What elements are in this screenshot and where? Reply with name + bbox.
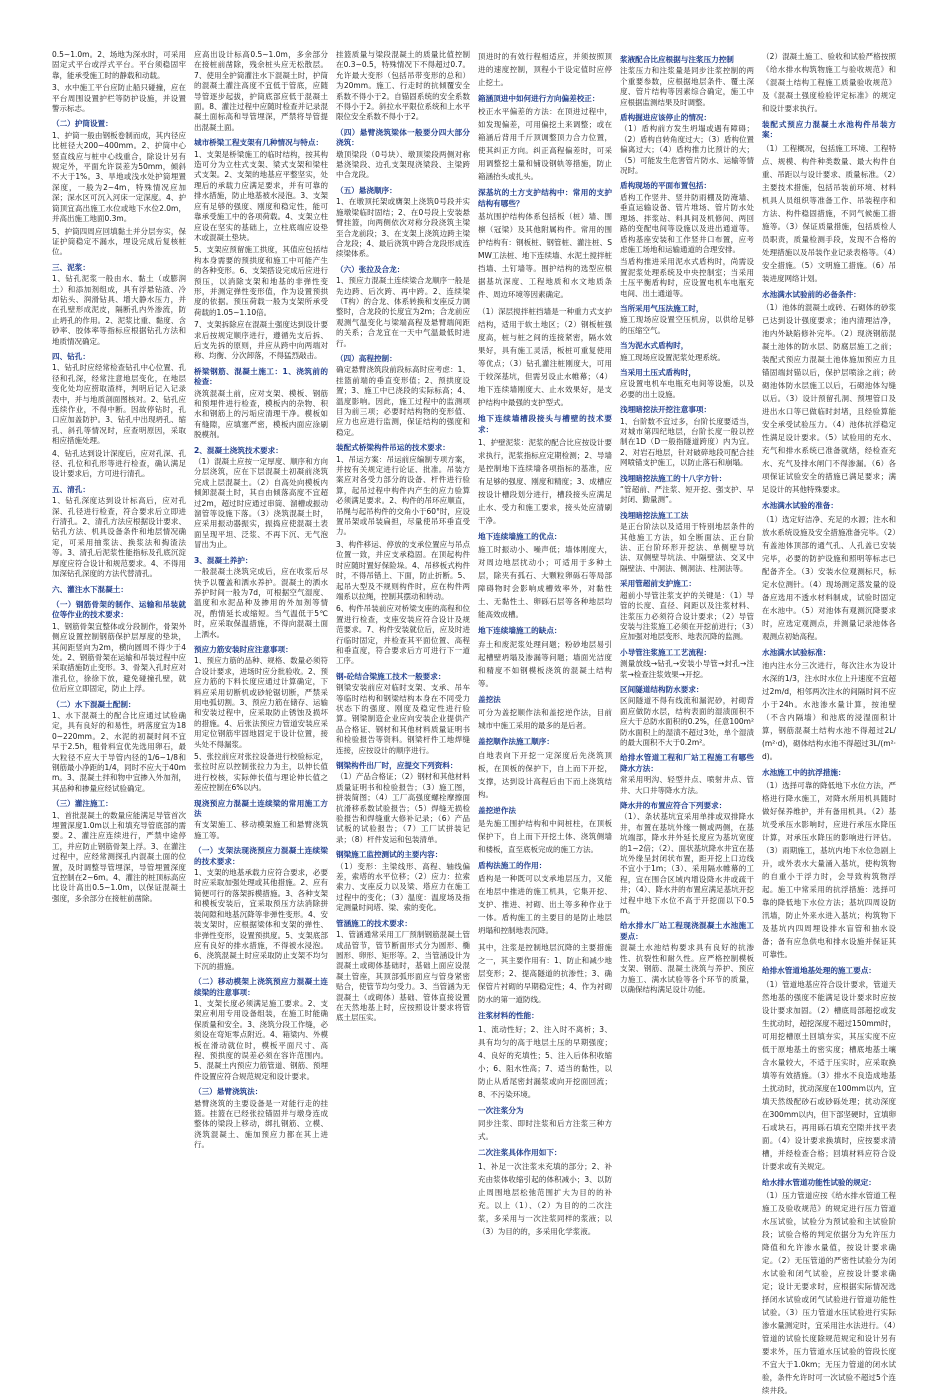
section-heading: 浅埋暗挖法开挖注意事项： bbox=[620, 405, 712, 415]
paragraph: 混凝土水池结构要求具有良好的抗渗性、抗裂性和耐久性。应严格控制模板支架、钢筋、混凝土浇筑与养护、预应力施工、满水试验等各个环节的质量，以确保结构满足设计功能。 bbox=[620, 943, 754, 994]
paragraph: 1、支架的地基承载力应符合要求，必要时应采取加强处理或其他措施。2、应有简便可行的落架拆模措施。3、各种支架和模板安装后，宜采取预压方法消除拼装间隙和地基沉降等非弹性变形。4、安装支架时，应根据梁体和支架的弹性、非弹性变形，设置预拱度。5、支架底部应有良好的排水措施，不得被水浸泡。6、浇筑混凝土时应采取防止支架不均匀下沉的措施。 bbox=[194, 868, 328, 971]
section-heading: 箱涵顶进中如何进行方向偏差校正： bbox=[478, 94, 600, 103]
section-heading: 地下连续墙槽段接头与槽壁的技术要求： bbox=[478, 414, 612, 434]
section-heading: （五）悬浇顺序： bbox=[336, 185, 397, 195]
paragraph: 3、水中施工平台应防止船只碰撞，应在平台周围设置护栏等防护设施，并设置警示标志。 bbox=[52, 83, 186, 114]
paragraph: 超前小导管注浆支护的关键是：（1）导管的长度、直径、间距以及注浆材料、注浆压力必须符合设计要求；（2）导管安装与注浆施工必须在开挖前进行；（3）应加强对地层变形、地表沉降的监测。 bbox=[620, 590, 754, 642]
section-heading: （一）支架法现浇预应力混凝土连续梁的技术要求： bbox=[194, 846, 328, 866]
paragraph: 5、护筒四周应回填黏土并分层夯实，保证护筒稳定不漏水，埋设完成后复核桩位。 bbox=[52, 226, 186, 257]
paragraph: 施工现场应设置泥浆处理系统。 bbox=[620, 352, 725, 362]
section-heading: 盖挖顺作法施工顺序： bbox=[478, 737, 554, 747]
paragraph: （2）混凝土施工、验收和试验严格按照《给水排水构筑物施工与验收规范》和《混凝土结构工程施工质量验收规范》及《混凝土强度检验评定标准》的规定和设计要求执行。 bbox=[762, 52, 896, 113]
text-column-4 bbox=[478, 50, 612, 1305]
paragraph: 浇筑混凝土前，应对支架、模板、钢筋和预埋件进行检查，模板内的杂物、积水和钢筋上的污垢应清理干净。模板如有缝隙，应填塞严密，模板内面应涂刷脱模剂。 bbox=[194, 388, 328, 440]
paragraph: （1）选择可靠的降低地下水位方法，严格进行降水施工，对降水所用机具随时做好保养维护，并有备用机具。（2）基坑受承压水影响时，应进行承压水降压计算，对承压水降压的影响进行评估。（3）雨期施工，基坑内地下水位急剧上升，或外表水大量涌入基坑，使构筑物的自重小于浮力时，会导致构筑物浮起。施工中常采用的抗浮措施：选择可靠的降低地下水位方法；基坑四周设防汛墙，防止外来水进入基坑；构筑物下及基坑内四周埋设排水盲管和抽水设备；备有应急供电和排水设施并保证其可靠性。 bbox=[762, 781, 896, 960]
section-heading: 浅埋暗挖法施工的十八字方针： bbox=[620, 473, 727, 483]
paragraph: 注浆压力和注浆量是同步注浆控制的两个重要参数，应根据地层条件、覆土深度、管片结构等因素综合确定，施工中应根据监测结果及时调整。 bbox=[620, 66, 754, 107]
section-heading: 区间隧道结构防水要求： bbox=[620, 684, 704, 694]
paragraph: 5、支架应预留施工拱度，其值应包括结构本身需要的预拱度和施工中可能产生的各种变形。6、支架搭设完成后应进行预压，以消除支架和地基的非弹性变形，并测定弹性变形值，作为设置预拱度的依据。预压荷载一般为支架所承受荷载的1.05~1.10倍。 bbox=[194, 245, 328, 317]
paragraph: 顶进时的有效行程相适应，并须按照顶进的速度控制，顶程小于设定值时应停止挖土。 bbox=[478, 52, 612, 87]
text-column-1 bbox=[52, 50, 186, 1305]
section-heading: 盾构掘进应该停止的情况： bbox=[620, 113, 712, 123]
paragraph: 悬臂浇筑的主要设备是一对能行走的挂篮。挂篮在已经张拉锚固并与墩身连成整体的梁段上移动，绑扎钢筋、立模、浇筑混凝土、施加预应力都在其上进行。 bbox=[194, 1098, 328, 1150]
paragraph: 5、张拉前应对张拉设备进行校验标定，张拉时应以控制张拉力为主，以伸长值进行校核，实际伸长值与理论伸长值之差应控制在6%以内。 bbox=[194, 752, 328, 793]
section-heading: 一次注浆分为 bbox=[478, 1105, 524, 1115]
section-heading: （三）灌注施工： bbox=[52, 799, 113, 809]
paragraph: 0.5~1.0m。2、场地为深水时，可采用固定式平台或浮式平台。平台须稳固牢靠，能承受施工时的静载和动载。 bbox=[52, 50, 186, 80]
section-heading: 管涵施工的技术要求： bbox=[336, 918, 412, 928]
paragraph: 1、台阶数不宜过多，台阶长度要适当，对城市第四纪地层，台阶长度一般以控制在1D（D一般指隧道跨度）内为宜。2、对岩石地层，针对破碎地段可配合挂网喷锚支护施工，以防止落石和崩塌。 bbox=[620, 416, 754, 468]
paragraph: 1、水下混凝土的配合比应通过试验确定，具有良好的和易性，坍落度宜为180~220mm。2、水泥的初凝时间不宜早于2.5h，粗骨料宜优先选用卵石，最大粒径不应大于导管内径的1/6~1/8和钢筋最小净距的1/4，同时不应大于40mm。3、混凝土拌和物中宜掺入外加剂，其品种和掺量应经试验确定。 bbox=[52, 710, 186, 793]
section-heading: 当为泥水式盾构时， bbox=[620, 341, 689, 351]
section-heading: 盖挖逆作法 bbox=[478, 805, 516, 815]
section-heading: 深基坑的土方支护结构中：常用的支护结构有哪些？ bbox=[478, 188, 612, 208]
paragraph: 1、钻孔深度达到设计标高后，应对孔深、孔径进行检查，符合要求后立即进行清孔。2、清孔方法应根据设计要求、钻孔方法、机具设备条件和地层情况确定，可采用抽浆法、换浆法和掏渣法等。3、清孔后泥浆性能指标及孔底沉淀厚度应符合设计和规范要求。4、不得用加深钻孔深度的方法代替清孔。 bbox=[52, 496, 186, 579]
paragraph: 应设置电机车电瓶充电间等设施，以及必要的出土设施。 bbox=[620, 379, 754, 399]
section-heading: 装配式桥梁构件吊运的技术要求： bbox=[336, 443, 450, 453]
section-heading: 盾构现场的平面布置包括： bbox=[620, 181, 712, 191]
paragraph: 基坑围护结构体系包括板（桩）墙、围檩（冠梁）及其他附属构件。常用的围护结构有：钢板桩、钢管桩、灌注桩、SMW工法桩、地下连续墙、水泥土搅拌桩挡墙、土钉墙等。围护结构的选型应根据基坑深度、工程地质和水文地质条件、周边环境等因素确定。 bbox=[478, 212, 612, 300]
text-column-6 bbox=[762, 50, 896, 1396]
section-heading: 钢梁施工监控测试的主要内容： bbox=[336, 850, 443, 860]
paragraph: 盾构工作竖井、竖井防雨棚及防淹墙、垂直运输设备、管片堆场、管片防水处理场、拌浆站、料具间及机修间、两回路的变配电间等设施以及进出通道等。盾构基座安装和工作竖井口布置，应考虑施工场地和运输通道的合理安排。 bbox=[620, 192, 754, 254]
section-heading: 给排水管道工程和厂站工程施工有哪些降水方法： bbox=[620, 753, 754, 773]
section-heading: 水池施工中的抗浮措施： bbox=[762, 768, 846, 778]
paragraph: 确定悬臂浇筑段前段标高时应考虑：1、挂篮前端的垂直变形值；2、预拱度设置；3、施工中已浇段的实际标高；4、温度影响。因此，施工过程中的监测项目为前三项；必要时结构物的变形值、应力也应进行监测，保证结构的强度和稳定。 bbox=[336, 365, 470, 437]
section-heading: 二次注浆具体作用如下： bbox=[478, 1148, 562, 1158]
section-heading: 六、灌注水下混凝土： bbox=[52, 584, 128, 594]
section-heading: （三）悬臂浇筑法： bbox=[194, 1087, 263, 1097]
paragraph: 1、钻孔泥浆一般由水、黏土（或膨润土）和添加剂组成，具有浮悬钻渣、冷却钻头、润滑钻具、增大静水压力，并在孔壁形成泥皮，隔断孔内外渗流，防止坍孔的作用。2、泥浆比重、黏度、含砂率、胶体率等指标应根据钻孔方法和地质情况确定。 bbox=[52, 274, 186, 346]
section-heading: 地下连续墙施工的优点： bbox=[478, 532, 562, 542]
section-heading: 给水排水管道功能性试验的规定： bbox=[762, 1177, 876, 1187]
paragraph: 1、管涵通常采用工厂预制钢筋混凝土管成品管节，管节断面形式分为圆形、椭圆形、卵形、矩形等。2、当管涵设计为混凝土或砌体基础时，基础上面应设混凝土管座，其顶部弧形面应与管身紧密贴合，使管节均匀受力。3、当管涵为无混凝土（或砌体）基础、管体直接设置在天然地基上时，应按照设计要求将管底土层压实。 bbox=[336, 930, 470, 1023]
paragraph: 7、支架拆除应在混凝土强度达到设计要求后按规定顺序进行，遵循先支后拆、后支先拆的原则，并应从跨中向两端对称、均衡、分次卸落，不得猛烈敲击。 bbox=[194, 320, 328, 361]
paragraph: （1）深层搅拌桩挡墙是一种重力式支护结构，适用于软土地区；（2）钢板桩强度高，桩与桩之间的连接紧密，隔水效果好，具有施工灵活，板桩可重复使用等优点；（3）钻孔灌注桩刚度大，可用于较深基坑，但需另设止水帷幕；（4）地下连续墙刚度大、止水效果好，是支护结构中最强的支护型式。 bbox=[478, 307, 612, 408]
paragraph: 当盾构推进采用泥水式盾构时，尚需设置泥浆处理系统及中央控制室；当采用土压平衡盾构时，应设置电机车电瓶充电间、出土通道等。 bbox=[620, 257, 754, 298]
paragraph: 校正水平偏差的方法：在顶进过程中，如发现偏差，可用偏挖土来调整；或在箱涵后背用千斤顶调整顶力合力位置，使其纠正方向。纠正高程偏差时，可采用调整挖土量和铺设钢轨等措施，防止箱涵抬头或扎头。 bbox=[478, 107, 612, 182]
paragraph: 1、预应力混凝土连续梁合龙顺序一般是先边跨、后次跨、再中跨。2、连续梁（T构）的合龙、体系转换和支座反力调整时，合龙段的长度宜为2m；合龙前应观测气温变化与梁端高程及悬臂端间距的关系；合龙宜在一天中气温最低时进行。 bbox=[336, 276, 470, 348]
paragraph: （1）池体的混凝土或砖、石砌体的砂浆已达到设计强度要求；池内清理洁净，池内外缺陷修补完毕。（2）现浇钢筋混凝土池体的防水层、防腐层施工之前；装配式预应力混凝土池体施加预应力且锚固端封锚以后，保护层喷涂之前；砖砌池体防水层施工以后，石砌池体勾缝以后。（3）设计预留孔洞、预埋管口及进出水口等已做临时封堵，且经验算能安全承受试验压力。（4）池体抗浮稳定性满足设计要求。（5）试验用的充水、充气和排水系统已准备就绪，经检查充水、充气及排水闸门不得渗漏。（6）各项保证试验安全的措施已满足要求；满足设计的其他特殊要求。 bbox=[762, 303, 896, 495]
section-heading: （六）张拉及合龙： bbox=[336, 264, 405, 274]
section-heading: 钢-砼结合梁施工技术一般要求： bbox=[336, 671, 446, 681]
section-heading: 装配式预应力混凝土水池构件吊装方案： bbox=[762, 120, 896, 140]
paragraph: 1、钢筋骨架宜整体或分段制作，骨架外侧应设置控制钢筋保护层厚度的垫块，其间距竖向为2m，横向圆周不得少于4处。2、钢筋骨架在运输和吊装过程中应采取措施防止变形。3、骨架入孔时应对准孔位，徐徐下放，避免碰撞孔壁，就位后应立即固定，防止上浮。 bbox=[52, 621, 186, 694]
section-heading: （四）高程控制： bbox=[336, 353, 397, 363]
paragraph: “管超前、严注浆、短开挖、强支护、早封闭、勤量测”。 bbox=[620, 485, 754, 505]
paragraph: 1、流动性好；2、注入时不离析；3、具有均匀的高于地层土压的早期强度；4、良好的充填性；5、注入后体积收缩小；6、阻水性高；7、适当的黏性，以防止从盾尾密封漏浆或向开挖面回流；8、不污染环境。 bbox=[478, 1024, 612, 1099]
section-heading: 水池满水试验标准： bbox=[762, 647, 831, 657]
section-heading: 采用管超前支护施工： bbox=[620, 579, 696, 589]
paragraph: 有支架施工、移动模架施工和悬臂浇筑施工等。 bbox=[194, 820, 328, 840]
section-heading: （四）悬臂浇筑梁体一般要分四大部分浇筑： bbox=[336, 127, 470, 148]
paragraph: 1、支架是桥梁施工的临时结构，按其构造可分为立柱式支架、梁式支架和梁柱式支架。2、支架的地基应平整坚实，处理后的承载力应满足要求，并有可靠的排水措施，防止地基被水浸泡。3、支架应有足够的强度、刚度和稳定性，能可靠承受施工中的各项荷载。4、支架立柱应设在坚实的基础上，立柱底端应设垫木或混凝土垫块。 bbox=[194, 149, 328, 242]
paragraph: 其中，注浆是控制地层沉降的主要措施之一，其主要作用有：1、防止和减少地层变形；2、提高隧道的抗渗性；3、确保管片衬砌的早期稳定性；4、作为衬砌防水的第一道防线。 bbox=[478, 943, 612, 1005]
section-heading: （二）护筒设置： bbox=[52, 119, 113, 129]
paragraph: 挂篮质量与梁段混凝土的质量比值控制在0.3~0.5，特殊情况下不得超过0.7。允许最大变形（包括吊带变形的总和）为20mm。施工、行走时的抗倾覆安全系数不得小于2。自锚固系统的安全系数不得小于2。斜拉水平限位系统和上水平限位安全系数不得小于2。 bbox=[336, 50, 470, 122]
section-heading: 桥梁钢筋、混凝土施工：1、浇筑前的检查： bbox=[194, 366, 328, 387]
paragraph: （1）工程概况，包括施工环境、工程特点、规模、构件种类数量、最大构件自重、吊距以与设计要求、质量标准。（2）主要技术措施，包括吊装前环境、材料机具人员组织等准备工作、吊装程序和方法、构件稳固措施，不同气候施工措施等。（3）保证质量措施，包括质检人员职责，质量检测手段，发现不合格的处理措施以及吊装作业记录表格等。（4）安全措施。（5）文明施工措施。（6）吊装进度网络计划。 bbox=[762, 143, 896, 283]
paragraph: （1）选定好洁净、充足的水源；注水和放水系统设施及安全措施准备完毕。（2）有盖池体顶部的通气孔、人孔盖已安装完毕，必要的防护设施和照明等标志已配备齐全。（3）安装水位观测标尺，标定水位测针。（4）现场测定蒸发量的设备应选用不透水材料制成，试验时固定在水池中。（5）对池体有观测沉降要求时，应选定观测点，并测量记录池体各观测点初始高程。 bbox=[762, 514, 896, 641]
paragraph: （1）混凝土应按一定厚度、顺序和方向分层浇筑，应在下层混凝土初凝前浇筑完成上层混凝土。（2）自高处向模板内倾卸混凝土时，其自由倾落高度不宜超过2m，超过时应通过串筒、溜槽或振动溜管等设施下落。（3）浇筑混凝土时，应采用振动器振实，振捣应使混凝土表面呈现平坦、泛浆、不再下沉、无气泡冒出为止。 bbox=[194, 457, 328, 550]
document-page bbox=[52, 50, 898, 1396]
paragraph: 一般混凝土浇筑完成后，应在收浆后尽快予以覆盖和洒水养护。混凝土的洒水养护时间一般为7d，可根据空气湿度、温度和水泥品种及掺用的外加剂等情况，酌情延长或缩短。当气温低于5℃时，应采取保温措施，不得向混凝土面上洒水。 bbox=[194, 567, 328, 639]
section-heading: 钢梁构件出厂时，应提交下列资料： bbox=[336, 761, 458, 770]
section-heading: 浅埋暗挖法施工工法 bbox=[620, 510, 689, 520]
paragraph: 1、支架长度必须满足施工要求。2、支架应利用专用设备组装，在施工时能确保质量和安全。3、浇筑分段工作缝，必须设在弯矩零点附近。4、箱梁内、外模板在滑动就位时，模板平面尺寸、高程、预拱度的误差必须在容许范围内。5、混凝土内预应力筋管道、钢筋、预埋件设置应符合规范规定和设计要求。 bbox=[194, 998, 328, 1081]
paragraph: 是先施工围护结构和中间桩柱，在顶板保护下，自上而下开挖土体、浇筑侧墙和楼板，直至底板完成的施工方法。 bbox=[478, 819, 612, 855]
section-heading: 城市桥梁工程支架有几种情况与特点： bbox=[194, 138, 324, 148]
section-heading: 三、泥浆： bbox=[52, 262, 90, 272]
paragraph: 池内注水分三次进行，每次注水为设计水深的1/3，注水时水位上升速度不宜超过2m/d，相邻两次注水的间隔时间不应小于24h。水池渗水量计算，按池壁（不含内隔墙）和池底的浸湿面积计算，钢筋混凝土结构水池不得超过2L/(m²·d)，砌体结构水池不得超过3L/(m²·d)。 bbox=[762, 661, 896, 762]
section-heading: 3、混凝土养护： bbox=[194, 555, 253, 565]
paragraph: 3、构件移运、停放的支承位置应与吊点位置一致，并应支承稳固。在顶起构件时应随时置好保险垛。4、吊移板式构件时，不得吊错上、下面，防止折断。5、起吊大型及不规则构件时，应在构件两端系以拉绳，控制其摆动和转动。 bbox=[336, 539, 470, 601]
text-column-3 bbox=[336, 50, 470, 1305]
text-column-5 bbox=[620, 50, 754, 1305]
paragraph: 钢梁安装前应对临时支架、支承、吊车等临时结构和钢梁结构本身在不同受力状态下的强度、刚度及稳定性进行验算。钢梁制造企业应向安装企业提供产品合格证、钢材和其他材料质量证明书和检验报告等资料。钢梁杆件工地焊缝连接，应按设计的顺序进行。 bbox=[336, 683, 470, 755]
paragraph: 1、预应力筋的品种、规格、数量必须符合设计要求，进场时应分批验收。2、预应力筋的下料长度应通过计算确定，下料应采用切断机或砂轮锯切断，严禁采用电弧切割。3、预应力筋在储存、运输和安装过程中，应采取防止锈蚀及损坏的措施。4、后张法预应力管道安装应采用定位钢筋牢固地固定于设计位置，接头处不得漏浆。 bbox=[194, 656, 328, 749]
paragraph: 1、补足一次注浆未充填的部分；2、补充由浆体收缩引起的体积减小；3、以防止周围地层松弛范围扩大为目的的补充。以上（1）、（2）为目的的二次注浆，多采用与一次注浆同样的浆液；以（3）为目的的，多采用化学浆液。 bbox=[478, 1161, 612, 1236]
section-heading: 盾构法施工的作用： bbox=[478, 861, 547, 871]
section-heading: 盖挖法 bbox=[478, 694, 501, 704]
paragraph: 施工现场应设置空压机房，以供给足够的压缩空气。 bbox=[620, 315, 754, 335]
paragraph: （1）产品合格证；（2）钢材和其他材料质量证明书和检验报告；（3）施工图，拼装简图；（4）工厂高强度螺栓摩擦面抗滑移系数试验报告；（5）焊缝无损检验报告和焊缝重大修补记录；（6）产品试板的试验报告；（7）工厂试拼装记录；（8）杆件发运和包装清单。 bbox=[336, 772, 470, 844]
paragraph: 1、在墩顶托架或膺架上浇筑0号段并实施墩梁临时固结；2、在0号段上安装悬臂挂篮，向两侧依次对称分段浇筑主梁至合龙前段；3、在支架上浇筑边跨主梁合龙段；4、最后浇筑中跨合龙段形成连续梁体系。 bbox=[336, 197, 470, 259]
paragraph: 6、构件吊装前应对桥梁支座的高程和位置进行检查，支座安装应符合设计及规范要求。7、构件安装就位后，应及时进行临时固定，并检查其平面位置、高程和垂直度，符合要求后方可进行下一道工序。 bbox=[336, 604, 470, 666]
paragraph: 自地表向下开挖一定深度后先浇筑顶板，在顶板的保护下，自上而下开挖，支撑，达到设计高程后由下而上浇筑结构。 bbox=[478, 750, 612, 799]
paragraph: 1、护壁泥浆：泥浆的配合比应按设计要求执行，泥浆指标应定期检测；2、导墙是控制地下连续墙各项指标的基准，应有足够的强度、刚度和精度；3、成槽应按设计槽段划分进行，槽段接头应满足止水、受力和施工要求，接头处应清刷干净。 bbox=[478, 438, 612, 526]
paragraph: 可分为盖挖顺作法和盖挖逆作法，目前城市中施工采用的最多的是后者。 bbox=[478, 708, 612, 731]
section-heading: 浆液配合比应根据与注浆压力控制 bbox=[620, 55, 734, 64]
section-heading: 注浆材料的性能： bbox=[478, 1011, 539, 1021]
section-heading: 2、混凝土浇筑技术要求： bbox=[194, 445, 283, 455]
paragraph: 1、首批混凝土的数量应能满足导管首次埋置深度1.0m以上和填充导管底部的需要。2、灌注应连续进行，严禁中途停工，并应防止钢筋骨架上浮。3、在灌注过程中，应经常测探孔内混凝土面的位置，及时调整导管埋深，导管埋置深度宜控制在2~6m。4、灌注的桩顶标高应比设计高出0.5~1.0m，以保证混凝土强度，多余部分在接桩前凿除。 bbox=[52, 810, 186, 903]
section-heading: 给排水管道地基处理的施工要点： bbox=[762, 966, 876, 976]
section-heading: 四、钻孔： bbox=[52, 351, 90, 361]
paragraph: （1）盾构前方发生坍塌或遇有障碍；（2）盾构自转角度过大；（3）盾构位置偏离过大；（4）盾构推力比预计的大；（5）可能发生危害管片防水、运输等情况时。 bbox=[620, 124, 754, 176]
section-heading: 五、清孔： bbox=[52, 484, 90, 494]
section-heading: （一）钢筋骨架的制作、运输和吊装就位等作业的技术要求： bbox=[52, 599, 186, 620]
paragraph: （1）、条状基坑宜采用单排或双排降水井，布置在基坑外缘一侧或两侧，在基坑端部，降水井外延长度应为基坑宽度的1~2倍；（2）、面状基坑降水井宜在基坑外缘呈封闭状布置，距开挖上口边线不宜小于1m；（3）、采用隔水帷幕的工程，宜在围合区域内增设降水井或疏干井；（4）、降水井的布置应满足基坑开挖过程中地下水位不高于开挖面以下0.5m。 bbox=[620, 812, 754, 916]
section-heading: 给水排水厂站工程现浇混凝土水池施工要点： bbox=[620, 921, 754, 941]
paragraph: 4、钻孔达到设计深度后，应对孔深、孔径、孔位和孔形等进行检查，确认满足设计要求后，方可进行清孔。 bbox=[52, 448, 186, 479]
paragraph: 常采用明沟、轻型井点、喷射井点、管井、大口井等降水方法。 bbox=[620, 775, 754, 795]
paragraph: 弃土和废泥浆处理问题；粉砂地层易引起槽壁坍塌及渗漏等问题；墙面光洁度和精度不如钢模板浇筑的混凝土结构等。 bbox=[478, 639, 612, 688]
section-heading: 降水井的布置应符合下列要求： bbox=[620, 801, 727, 810]
section-heading: （二）水下混凝土配制： bbox=[52, 699, 136, 709]
section-heading: 预应力筋安装时应注意事项： bbox=[194, 644, 293, 654]
paragraph: 盾构是一种既可以支承地层压力，又能在地层中推进的施工机具，它集开挖、支护、推进、衬砌、出土等多种作业于一体。盾构施工的主要目的是防止地层坍塌和控制地表沉降。 bbox=[478, 874, 612, 936]
paragraph: 同步注浆、即时注浆和后方注浆三种方式。 bbox=[478, 1119, 612, 1142]
paragraph: （1）变形：主梁线形、高程、轴线偏差，索塔的水平位移；（2）应力：拉索索力、支座反力以及梁、塔应力在施工过程中的变化；（3）温度：温度场及指定测量时间塔、梁、索的变化。 bbox=[336, 861, 470, 913]
section-heading: 现浇预应力混凝土连续梁的常用施工方法 bbox=[194, 798, 328, 819]
paragraph: 区间隧道不得有线流和漏泥砂，衬砌背面应做防水层，结构表面的湿渍面积不应大于总防水面积的0.2%，任意100m²防水面积上的湿渍不超过3处，单个湿渍的最大面积不大于0.2m²。 bbox=[620, 696, 754, 747]
section-heading: 当所采用气压法施工时， bbox=[620, 303, 704, 313]
paragraph: 施工时振动小、噪声低；墙体刚度大，对周边地层扰动小；可适用于多种土层，除夹有孤石、大颗粒卵砾石等局部障碍物时会影响成槽效率外，对黏性土、无黏性土、卵砾石层等各种地层均能高效成槽。 bbox=[478, 545, 612, 620]
paragraph: （1）管道地基应符合设计要求，管道天然地基的强度不能满足设计要求时应按设计要求加固。（2）槽底局部超挖或发生扰动时，超挖深度不超过150mm时，可用挖槽原土回填夯实，其压实度不应低于原地基土的密实度；槽底地基土壤含水量较大，不适于压实时，应采取换填等有效措施。（3）排水不良造成地基土扰动时，扰动深度在100mm以内，宜填天然级配砂石或砂砾处理；扰动深度在300mm以内，但下部坚硬时，宜填卵石或块石，再用砾石填充空隙并找平表面。（4）设计要求换填时，应按要求清槽，并经检查合格；回填材料应符合设计要求或有关规定。 bbox=[762, 979, 896, 1171]
section-heading: 水池满水试验的准备： bbox=[762, 501, 838, 511]
paragraph: 墩顶梁段（0号块）、墩顶梁段两侧对称悬浇梁段、边孔支架现浇梁段、主梁跨中合龙段。 bbox=[336, 149, 470, 180]
paragraph: 1、钻孔时应经常检查钻孔中心位置、孔径和孔深，经常注意地层变化，在地层变化处均应捞取渣样，判明后记入记录表中，并与地质剖面图核对。2、钻孔应连续作业，不得中断。因故停钻时，孔口应加盖防护。3、钻孔中出现坍孔、缩孔、斜孔等情况时，应查明原因，采取相应措施处理。 bbox=[52, 363, 186, 446]
paragraph: （1）压力管道应按《给水排水管道工程施工及验收规范》的规定进行压力管道水压试验，试验分为预试验和主试验阶段；试验合格的判定依据分为允许压力降值和允许渗水量值，按设计要求确定。（2）无压管道的严密性试验分为闭水试验和闭气试验，应按设计要求确定；设计无要求时，应根据实际情况选择闭水试验或闭气试验进行管道功能性试验。（3）压力管道水压试验进行实际渗水量测定时，宜采用注水法进行。（4）管道的试验长度除规范规定和设计另有要求外，压力管道水压试验的管段长度不宜大于1.0km；无压力管道的闭水试验，条件允许时可一次试验不超过5个连续井段。 bbox=[762, 1191, 896, 1396]
section-heading: （二）移动模架上浇筑预应力混凝土连续梁的注意事项： bbox=[194, 977, 328, 997]
text-column-2 bbox=[194, 50, 328, 1305]
section-heading: 水池满水试验前的必备条件： bbox=[762, 289, 861, 299]
paragraph: 1、吊运方案：吊运前应编制专项方案，并按有关规定进行论证、批准。吊装方案应对各受力部分的设备、杆件进行验算，起吊过程中构件内产生的应力验算必须满足要求。2、构件的吊环应顺直，吊绳与起吊构件的交角小于60°时，应设置吊架或吊装扁担，尽量使吊环垂直受力。 bbox=[336, 454, 470, 537]
paragraph: 是正台阶法以及适用于特别地层条件的其他施工方法，如全断面法、正台阶法、正台阶环形开挖法、单侧壁导坑法、双侧壁导坑法、中隔壁法、交叉中隔壁法、中洞法、侧洞法、柱洞法等。 bbox=[620, 522, 754, 573]
section-heading: 地下连续墙施工的缺点： bbox=[478, 626, 562, 636]
paragraph: 1、护筒一般由钢板卷制而成，其内径应比桩径大200~400mm。2、护筒中心竖直线应与桩中心线重合，除设计另有规定外，平面允许误差为50mm，倾斜不大于1%。3、旱地或浅水处护筒埋置深度，一般为2~4m，特殊情况应加深；深水区可沉入河床一定深度。4、护筒顶宜高出施工水位或地下水位2.0m，并高出施工地面0.3m。 bbox=[52, 130, 186, 224]
paragraph: 测量放线→钻孔→安装小导管→封孔→注浆→检查注浆效果→开挖。 bbox=[620, 659, 754, 679]
paragraph: 应高出设计标高0.5~1.0m，多余部分在接桩前凿除，残余桩头应无松散层。7、使用全护筒灌注水下混凝土时，护筒的混凝土灌注高度不宜低于管底，应随导管逐步起拔，护筒底部应低于混凝土面。8、灌注过程中应随时检查并记录混凝土面标高和导管埋深，严禁将导管提出混凝土面。 bbox=[194, 50, 328, 132]
section-heading: 小导管注浆施工工艺流程： bbox=[620, 647, 712, 657]
section-heading: 当采用土压式盾构时， bbox=[620, 367, 696, 377]
